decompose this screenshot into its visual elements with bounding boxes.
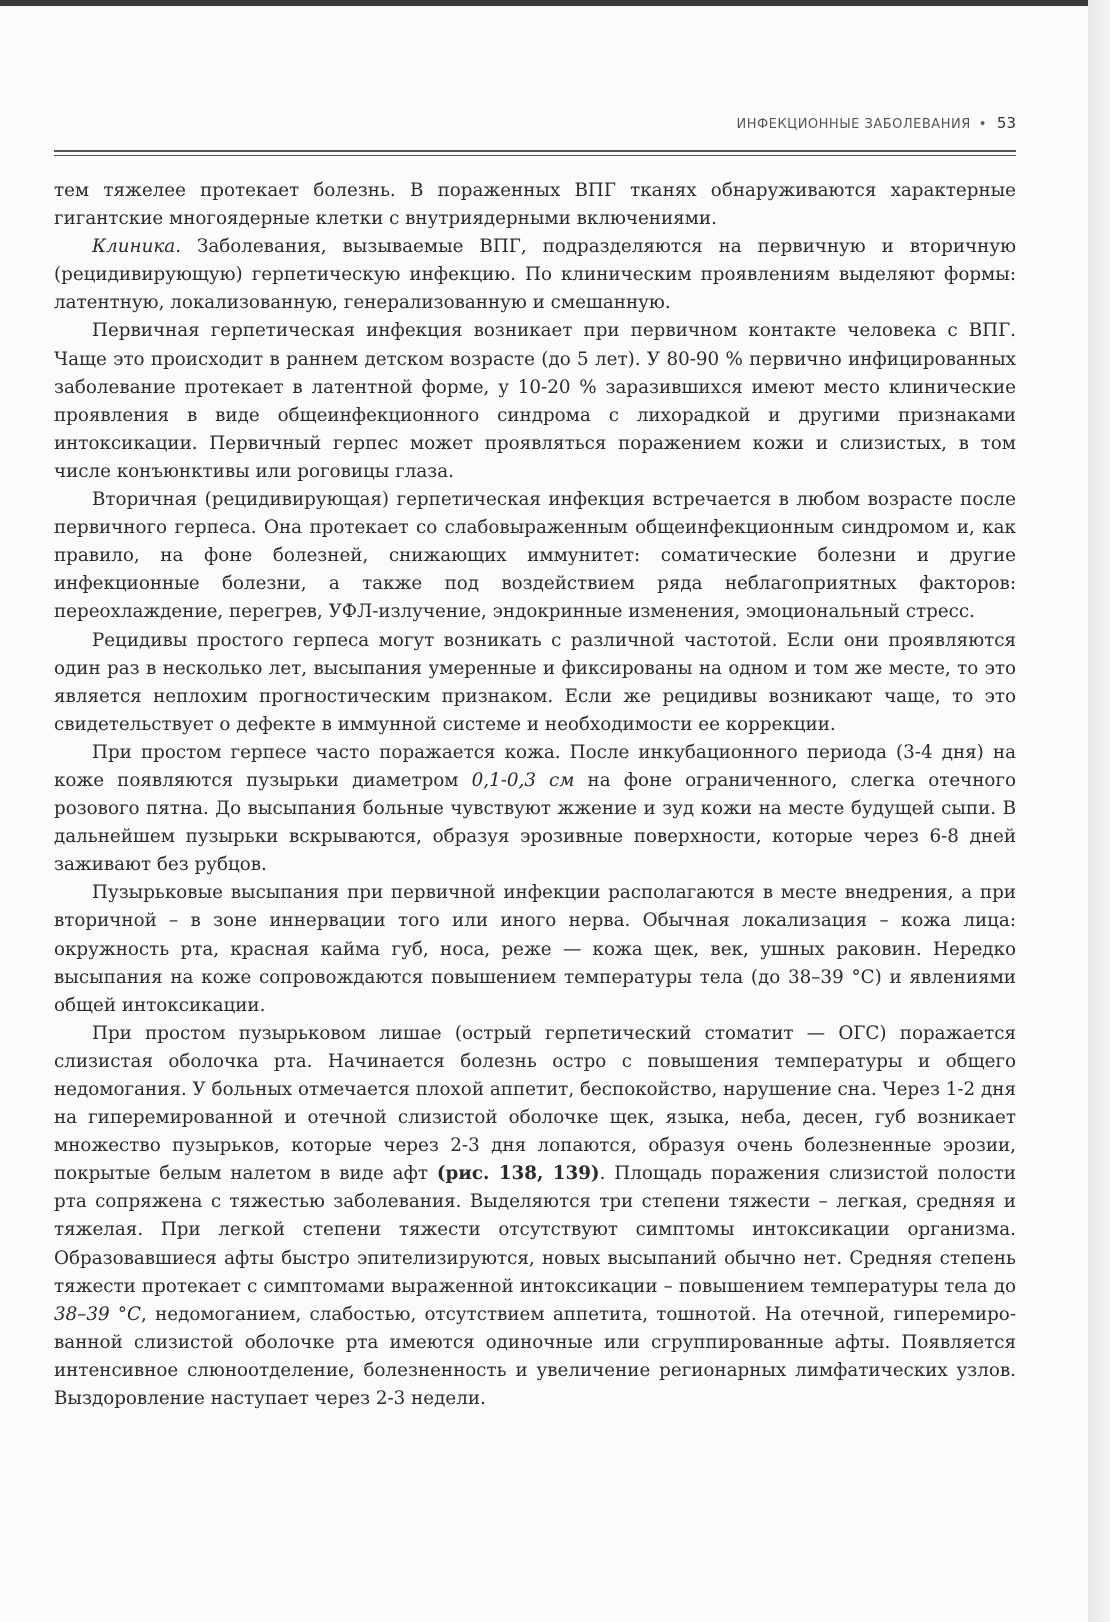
paragraph-5: Рецидивы простого герпеса могут возникать с различной частотой. Если они проявляются один раз в несколько лет, высыпания умеренные и фиксированы на одном и том же месте, то это является неплохим прогностическим признаком. Если же рецидивы возникают чаще, то это свидетельствует о дефекте в иммунной системе и необходимости ее коррекции. bbox=[54, 629, 1016, 735]
paragraph-6-text-a: При простом герпесе часто поражается кожа. После инкубационного периода (3-4 дня) на коже появляются пузырьки диаметром bbox=[54, 741, 1016, 791]
paragraph-3: Первичная герпетическая инфекция возникает при первичном контакте человека с ВПГ. Чаще это происходит в раннем детском возрасте (до 5 лет). У 80-90 % первично инфицированных заболевание протекает в латентной форме, у 10-20 % заразившихся имеют место клинические проявления в виде общеинфекционного синдрома с лихорадкой и другими признаками интоксикации. Первичный герпес может проявляться поражением кожи и слизистых, в том числе конъюнктивы или роговицы глаза. bbox=[54, 320, 1016, 482]
paragraph-2-text: Заболевания, вызываемые ВПГ, подразделяются на первичную и вторичную (рецидивирующую) герпетическую инфекцию. По клиническим проявлениям выделяют формы: латентную, локализованную, генерализованную и смешанную. bbox=[54, 236, 1016, 314]
paragraph-4: Вторичная (рецидивирующая) герпетическая инфекция встречается в любом возрасте после первичного герпеса. Она протекает со слабовыраженным общеинфекционным синдромом и, как правило, на фоне болезней, снижающих иммунитет: соматические болезни и другие инфекционные болезни, а также под воздействием ряда неблагоприятных факторов: переохлаждение, перегрев, УФЛ-излучение, эндокринные изменения, эмоциональный стресс. bbox=[54, 489, 1016, 623]
paragraph-2 bbox=[54, 233, 1016, 317]
header-rule-top bbox=[54, 150, 1016, 152]
paragraph-8-text-a: При простом пузырьковом лишае (острый герпетический стоматит — ОГС) поражается слизистая оболочка рта. Начинается болезнь остро с повышения температуры и общего недомогания. У больных отмечается плохой аппетит, беспокойство, нарушение сна. Через 1-2 дня на гиперемированной и отечной слизистой оболочке щек, языка, неба, десен, губ возникает множество пузырьков, которые через 2-3 дня лопаются, образуя очень болезненные эрозии, покрытые белым налетом в виде афт bbox=[54, 1022, 1016, 1185]
paragraph-6-text-b: на фоне ограниченного, слегка отечного розового пятна. До высыпания больные чувствуют жжение и зуд кожи на месте будущей сыпи. В дальнейшем пузырьки вскрываются, образуя эрозивные поверхности, которые через 6-8 дней заживают без рубцов. bbox=[54, 769, 1016, 876]
temperature-range: 38–39 °С bbox=[54, 1303, 142, 1325]
paragraph-8-text-c: , недомоганием, слабостью, отсутствием аппетита, тошнотой. На отечной, гиперемированной слизистой оболочке рта имеются одиночные или сгруппированные афты. Появляется интенсивное слюноотделение, болезненность и увеличение регионарных лимфатических узлов. Выздоровление наступает через 2-3 недели. bbox=[54, 1303, 1017, 1410]
running-header bbox=[54, 114, 1016, 132]
figure-reference: (рис. 138, 139) bbox=[436, 1163, 600, 1185]
vesicle-diameter: 0,1-0,3 см bbox=[471, 769, 575, 791]
paragraph-8 bbox=[54, 1020, 1016, 1413]
page-number: 53 bbox=[996, 114, 1016, 132]
paragraph-8-text-b: . Площадь поражения слизистой полости рта сопряжена с тяжестью заболевания. Выделяются три степени тяжести – легкая, средняя и тяжелая. При легкой степени тяжести отсутствуют симптомы интоксикации организма. Образовавшиеся афты быстро эпителизируются, новых высыпаний обычно нет. Средняя степень тяжести протекает с симптомами выраженной интоксикации – повышением температуры тела до bbox=[54, 1163, 1016, 1297]
paragraph-6 bbox=[54, 739, 1016, 879]
page-top-edge bbox=[0, 0, 1090, 6]
bullet-separator: • bbox=[978, 117, 987, 132]
running-title: ИНФЕКЦИОННЫЕ ЗАБОЛЕВАНИЯ bbox=[736, 117, 971, 132]
header-rule-bottom bbox=[54, 155, 1016, 156]
clinic-lead-in: Клиника. bbox=[92, 236, 182, 258]
page-right-edge bbox=[1088, 0, 1110, 1622]
body-text bbox=[54, 177, 1016, 1413]
paragraph-7: Пузырьковые высыпания при первичной инфекции располагаются в месте внедрения, а при вторичной – в зоне иннервации того или иного нерва. Обычная локализация – кожа лица: окружность рта, красная кайма губ, носа, реже — кожа щек, век, ушных раковин. Нередко высыпания на коже сопровождаются повышением температуры тела (до 38–39 °С) и явлениями общей интоксикации. bbox=[54, 882, 1016, 1016]
paragraph-1: тем тяжелее протекает болезнь. В пораженных ВПГ тканях обнаруживаются характерные гигантские многоядерные клетки с внутриядерными включениями. bbox=[54, 180, 1016, 230]
